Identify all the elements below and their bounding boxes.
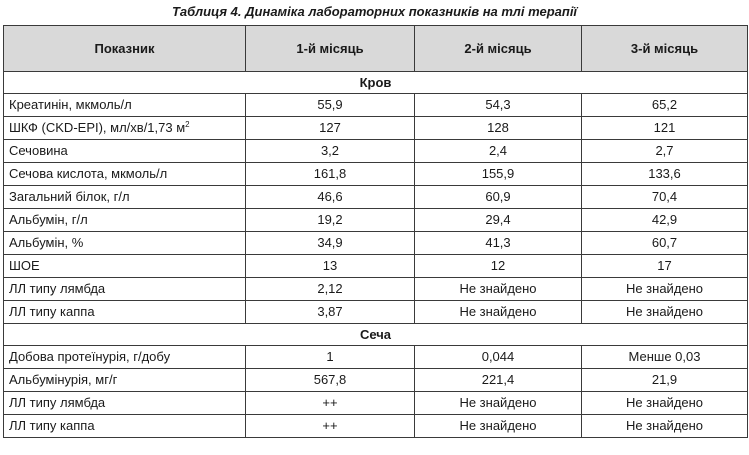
table-row (4, 163, 748, 186)
row-label: ШОЕ (9, 258, 40, 273)
row-label: ЛЛ типу каппа (9, 304, 95, 319)
row-label-cell (4, 255, 246, 278)
row-label-cell (4, 301, 246, 324)
table-row (4, 301, 748, 324)
value-cell-month-1: ++ (246, 415, 415, 438)
value-cell-month-1: 127 (246, 117, 415, 140)
value-cell-month-3: 133,6 (582, 163, 748, 186)
value-cell-month-3: 2,7 (582, 140, 748, 163)
value-cell-month-1: 1 (246, 346, 415, 369)
row-label-cell (4, 94, 246, 117)
table-row (4, 140, 748, 163)
row-label: ЛЛ типу лямбда (9, 395, 106, 410)
value-cell-month-2: 54,3 (415, 94, 582, 117)
value-cell-month-2: 0,044 (415, 346, 582, 369)
value-cell-month-3: 42,9 (582, 209, 748, 232)
table-row (4, 117, 748, 140)
table-row (4, 392, 748, 415)
row-label: Загальний білок, г/л (9, 189, 130, 204)
table-row (4, 278, 748, 301)
header-month-3: 3-й місяць (582, 26, 748, 72)
value-cell-month-2: 128 (415, 117, 582, 140)
row-label: Альбумінурія, мг/г (9, 372, 118, 387)
table-row (4, 209, 748, 232)
row-label-cell (4, 278, 246, 301)
value-cell-month-1: 567,8 (246, 369, 415, 392)
row-label-cell (4, 369, 246, 392)
row-label-cell (4, 117, 246, 140)
row-label-cell (4, 209, 246, 232)
header-month-1: 1-й місяць (246, 26, 415, 72)
value-cell-month-1: 3,2 (246, 140, 415, 163)
value-cell-month-1: 3,87 (246, 301, 415, 324)
header-indicator: Показник (4, 26, 246, 72)
value-cell-month-2: Не знайдено (415, 392, 582, 415)
section-row (4, 72, 748, 94)
value-cell-month-3: Не знайдено (582, 415, 748, 438)
value-cell-month-1: 19,2 (246, 209, 415, 232)
table-row (4, 369, 748, 392)
value-cell-month-3: 17 (582, 255, 748, 278)
row-label-cell (4, 415, 246, 438)
row-label: Сечовина (9, 143, 68, 158)
value-cell-month-3: Не знайдено (582, 392, 748, 415)
value-cell-month-1: 46,6 (246, 186, 415, 209)
value-cell-month-1: ++ (246, 392, 415, 415)
value-cell-month-1: 2,12 (246, 278, 415, 301)
row-label-cell (4, 186, 246, 209)
value-cell-month-1: 13 (246, 255, 415, 278)
value-cell-month-2: 41,3 (415, 232, 582, 255)
value-cell-month-2: Не знайдено (415, 415, 582, 438)
value-cell-month-3: 60,7 (582, 232, 748, 255)
value-cell-month-2: 155,9 (415, 163, 582, 186)
value-cell-month-2: Не знайдено (415, 278, 582, 301)
row-label: Альбумін, % (9, 235, 84, 250)
row-label: Креатинін, мкмоль/л (9, 97, 132, 112)
row-label-cell (4, 140, 246, 163)
value-cell-month-2: 2,4 (415, 140, 582, 163)
value-cell-month-2: 60,9 (415, 186, 582, 209)
value-cell-month-3: Не знайдено (582, 278, 748, 301)
table-row (4, 232, 748, 255)
value-cell-month-3: 70,4 (582, 186, 748, 209)
section-row (4, 324, 748, 346)
value-cell-month-1: 161,8 (246, 163, 415, 186)
row-label: ЛЛ типу лямбда (9, 281, 106, 296)
row-label-cell (4, 346, 246, 369)
value-cell-month-3: Не знайдено (582, 301, 748, 324)
row-label: Добова протеїнурія, г/добу (9, 349, 171, 364)
value-cell-month-2: 221,4 (415, 369, 582, 392)
table-body (4, 72, 748, 438)
value-cell-month-3: 65,2 (582, 94, 748, 117)
value-cell-month-2: 12 (415, 255, 582, 278)
value-cell-month-3: 21,9 (582, 369, 748, 392)
lab-results-table (3, 25, 748, 438)
row-label-superscript: 2 (185, 120, 190, 129)
value-cell-month-3: Менше 0,03 (582, 346, 748, 369)
table-caption: Таблиця 4. Динаміка лабораторних показників на тлі терапії (171, 4, 578, 19)
table-row (4, 94, 748, 117)
row-label: ШКФ (CKD-EPI), мл/хв/1,73 м (9, 120, 186, 135)
row-label: Сечова кислота, мкмоль/л (9, 166, 168, 181)
value-cell-month-2: Не знайдено (415, 301, 582, 324)
value-cell-month-3: 121 (582, 117, 748, 140)
value-cell-month-1: 34,9 (246, 232, 415, 255)
header-row (4, 26, 748, 72)
table-row (4, 346, 748, 369)
row-label-cell (4, 232, 246, 255)
value-cell-month-1: 55,9 (246, 94, 415, 117)
section-title: Сеча (4, 324, 748, 346)
section-title: Кров (4, 72, 748, 94)
row-label-cell (4, 392, 246, 415)
table-row (4, 415, 748, 438)
table-row (4, 255, 748, 278)
header-month-2: 2-й місяць (415, 26, 582, 72)
row-label: ЛЛ типу каппа (9, 418, 95, 433)
row-label: Альбумін, г/л (9, 212, 88, 227)
row-label-cell (4, 163, 246, 186)
table-row (4, 186, 748, 209)
value-cell-month-2: 29,4 (415, 209, 582, 232)
